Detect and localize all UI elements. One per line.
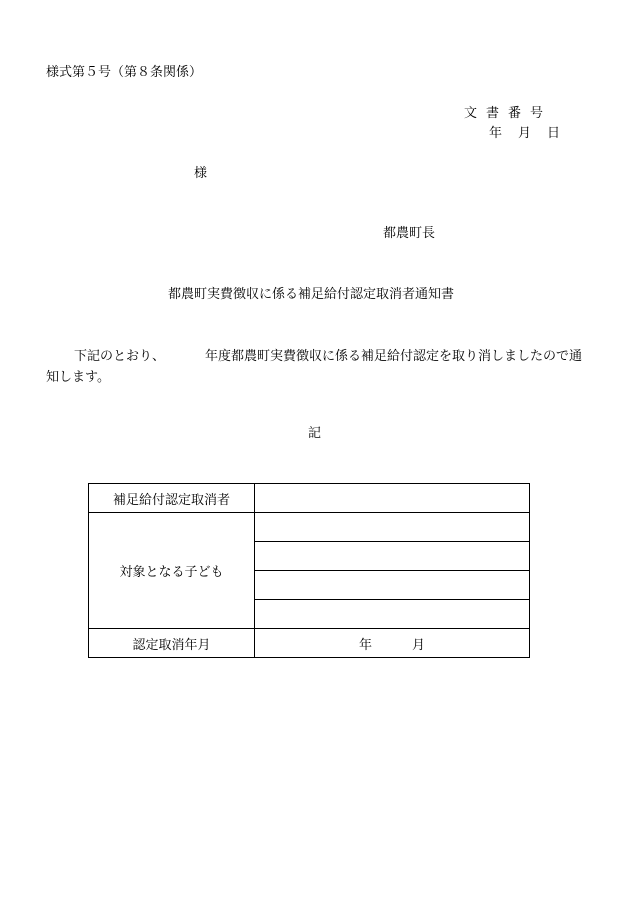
target-child-value-1 — [255, 513, 530, 542]
revocation-date-label: 認定取消年月 — [89, 629, 255, 658]
table-row-target-child — [89, 513, 530, 542]
date-day-unit: 日 — [547, 126, 561, 141]
issuer-title: 都農町長 — [383, 226, 436, 241]
form-number: 様式第５号（第８条関係） — [46, 65, 203, 80]
recipient-honorific: 様 — [194, 166, 208, 181]
revoked-person-value — [255, 484, 530, 513]
revocation-month-unit: 月 — [412, 637, 426, 653]
ki-label: 記 — [308, 426, 322, 441]
document-title: 都農町実費徴収に係る補足給付認定取消者通知書 — [168, 287, 455, 302]
target-children-label: 対象となる子ども — [89, 513, 255, 629]
target-child-value-2 — [255, 542, 530, 571]
revoked-person-label: 補足給付認定取消者 — [89, 484, 255, 513]
detail-table — [88, 483, 530, 658]
body-text-after-blank: 年度都農町実費徴収に係る補足給付認定を取り消しましたので通知します。 — [46, 349, 583, 385]
target-child-value-3 — [255, 571, 530, 600]
table-row-revocation-date — [89, 629, 530, 658]
table-row-revoked-person — [89, 484, 530, 513]
revocation-date-value — [255, 629, 530, 658]
revocation-year-unit: 年 — [358, 637, 372, 653]
target-child-value-4 — [255, 600, 530, 629]
body-paragraph — [46, 346, 584, 388]
document-number-label: 文書番号 — [464, 106, 553, 121]
date-year-unit: 年 — [489, 126, 503, 141]
date-month-unit: 月 — [518, 126, 532, 141]
body-text-before-blank: 下記のとおり、 — [74, 349, 166, 364]
date-line — [489, 127, 560, 140]
